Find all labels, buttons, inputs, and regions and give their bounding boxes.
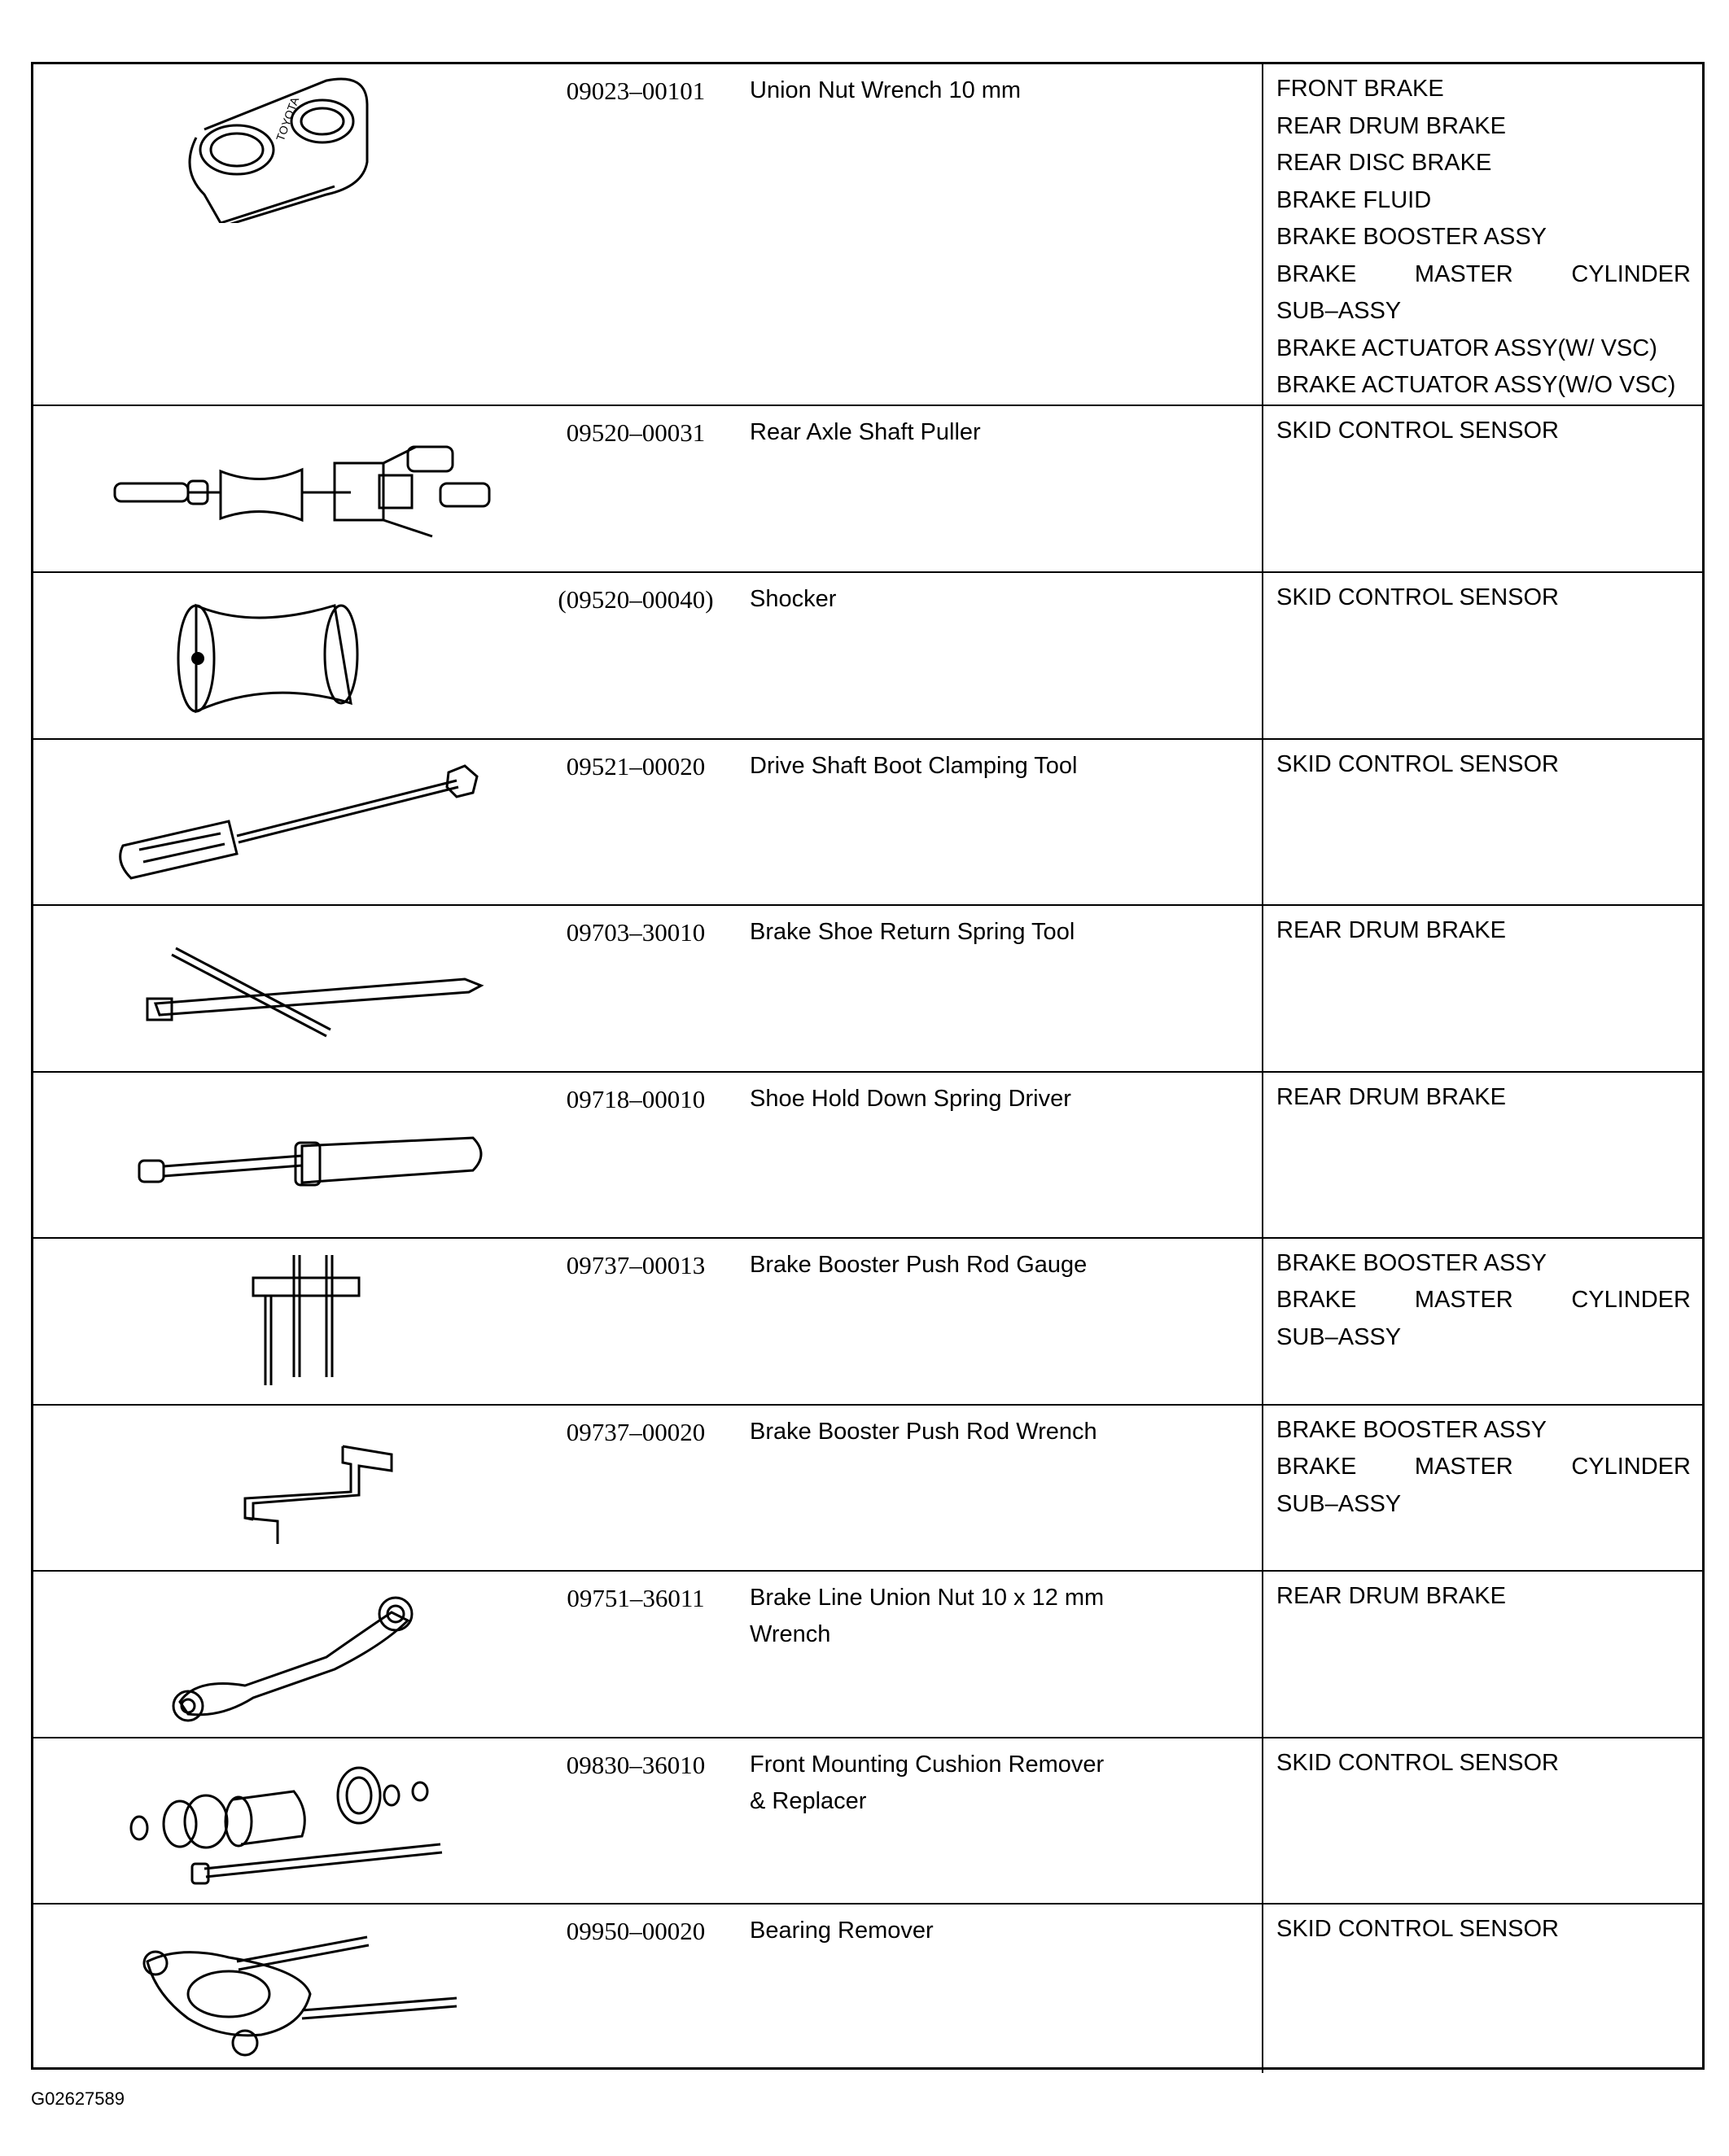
table-row <box>33 1238 1702 1405</box>
application-cell: REAR DRUM BRAKE <box>1263 1072 1702 1238</box>
tool-cell <box>33 1738 1263 1904</box>
bearing-remover-icon <box>58 1913 514 2063</box>
svg-text:TOYOTA: TOYOTA <box>273 95 302 143</box>
application-cell: SKID CONTROL SENSOR <box>1263 405 1702 572</box>
part-number: 09830–36010 <box>566 1750 706 1779</box>
special-tools-table <box>31 62 1705 2070</box>
table-row <box>33 1072 1702 1238</box>
spring-driver-icon <box>58 1081 514 1231</box>
application-cell: SKID CONTROL SENSOR <box>1263 739 1702 905</box>
return-spring-tool-icon <box>58 914 514 1065</box>
application-cell: BRAKE BOOSTER ASSY BRAKE MASTER CYLINDER SUB–ASSY <box>1263 1238 1702 1405</box>
tool-cell <box>33 1571 1263 1738</box>
part-number: 09520–00031 <box>566 418 706 447</box>
axle-shaft-puller-icon <box>58 414 514 565</box>
table-row <box>33 1405 1702 1571</box>
table-row <box>33 64 1702 405</box>
tool-name: Rear Axle Shaft Puller <box>750 418 981 445</box>
tool-cell <box>33 739 1263 905</box>
tool-name: Brake Booster Push Rod Gauge <box>750 1251 1088 1278</box>
table-row <box>33 1571 1702 1738</box>
tool-cell <box>33 405 1263 572</box>
part-number: 09718–00010 <box>566 1084 706 1113</box>
application-cell: FRONT BRAKE REAR DRUM BRAKE REAR DISC BRAKE BRAKE FLUID BRAKE BOOSTER ASSY BRAKE MASTER CYLINDER SUB–ASSY BRAKE ACTUATOR ASSY(W/ VSC) BRAKE ACTUATOR ASSY(W/O VSC) <box>1263 64 1702 405</box>
tool-cell <box>33 1072 1263 1238</box>
tool-name: Shoe Hold Down Spring Driver <box>750 1085 1071 1112</box>
boot-clamping-tool-icon <box>58 748 514 899</box>
application-cell: REAR DRUM BRAKE <box>1263 905 1702 1072</box>
tool-cell <box>33 1238 1263 1405</box>
tool-name: Brake Line Union Nut 10 x 12 mm Wrench <box>750 1584 1105 1647</box>
shocker-weight-icon <box>58 581 514 732</box>
tool-name: Shocker <box>750 585 837 612</box>
cushion-remover-set-icon <box>58 1747 514 1897</box>
part-number: 09737–00020 <box>566 1417 706 1446</box>
tool-name: Front Mounting Cushion Remover & Replacer <box>750 1751 1105 1814</box>
table-row <box>33 1738 1702 1904</box>
tool-cell <box>33 572 1263 739</box>
table-row <box>33 572 1702 739</box>
tool-cell <box>33 64 1263 405</box>
part-number: (09520–00040) <box>558 584 714 614</box>
push-rod-gauge-icon <box>58 1247 514 1397</box>
application-cell: BRAKE BOOSTER ASSY BRAKE MASTER CYLINDER SUB–ASSY <box>1263 1405 1702 1571</box>
application-cell: REAR DRUM BRAKE <box>1263 1571 1702 1738</box>
tool-name: Bearing Remover <box>750 1917 934 1944</box>
tool-cell <box>33 1904 1263 2073</box>
table-row <box>33 1904 1702 2073</box>
spread-line: BRAKE MASTER CYLINDER <box>1276 1454 1691 1480</box>
tool-name: Brake Booster Push Rod Wrench <box>750 1418 1097 1445</box>
spread-line: BRAKE MASTER CYLINDER <box>1276 260 1691 287</box>
tool-name: Union Nut Wrench 10 mm <box>750 77 1022 103</box>
table-row <box>33 405 1702 572</box>
tool-cell <box>33 905 1263 1072</box>
union-nut-wrench-icon <box>58 72 514 223</box>
application-cell: SKID CONTROL SENSOR <box>1263 1738 1702 1904</box>
flare-nut-wrench-icon <box>58 1580 514 1730</box>
part-number: 09023–00101 <box>566 77 706 105</box>
part-number: 09950–00020 <box>566 1916 706 1945</box>
part-number: 09521–00020 <box>566 751 706 781</box>
part-number: 09751–36011 <box>567 1583 705 1612</box>
push-rod-wrench-icon <box>58 1414 514 1564</box>
application-cell: SKID CONTROL SENSOR <box>1263 572 1702 739</box>
tool-cell <box>33 1405 1263 1571</box>
figure-id: G02627589 <box>31 2088 125 2109</box>
table-row <box>33 905 1702 1072</box>
tool-name: Brake Shoe Return Spring Tool <box>750 918 1075 945</box>
tool-name: Drive Shaft Boot Clamping Tool <box>750 752 1078 779</box>
spread-line: BRAKE MASTER CYLINDER <box>1276 1287 1691 1313</box>
application-cell: SKID CONTROL SENSOR <box>1263 1904 1702 2073</box>
part-number: 09703–30010 <box>566 917 706 947</box>
part-number: 09737–00013 <box>566 1250 706 1279</box>
table-row <box>33 739 1702 905</box>
